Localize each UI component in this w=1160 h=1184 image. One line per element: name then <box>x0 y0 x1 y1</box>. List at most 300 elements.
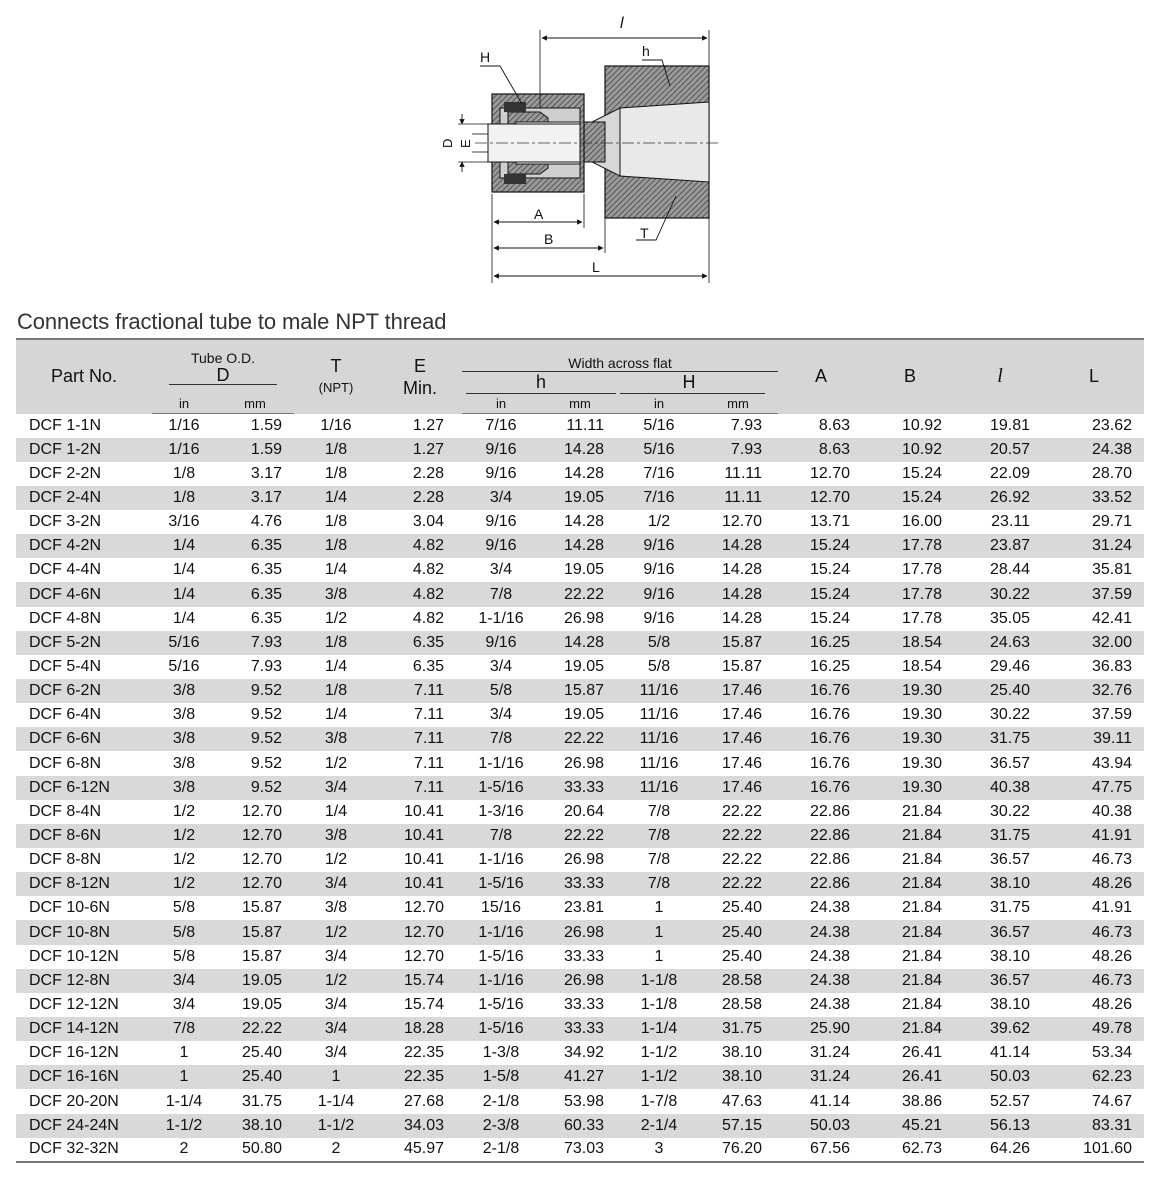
cell-H-in: 9/16 <box>620 534 698 558</box>
cell-h-in: 2-1/8 <box>482 1092 520 1110</box>
header-width-across-flat <box>462 339 778 372</box>
cell-e-min: 45.97 <box>378 1138 462 1162</box>
cell-tube-od-in: 1/2 <box>152 824 216 848</box>
cell-e-min: 22.35 <box>403 1044 444 1062</box>
cell-H-in: 11/16 <box>620 727 698 751</box>
table-row <box>16 824 1144 848</box>
cell-b: 17.78 <box>901 561 942 579</box>
table-row <box>16 993 1144 1017</box>
header-unit-mm: mm <box>698 394 778 414</box>
cell-b: 21.84 <box>864 824 956 848</box>
cell-t-npt: 2 <box>294 1138 378 1162</box>
cell-e-min: 12.70 <box>403 899 444 917</box>
cell-b: 15.24 <box>864 486 956 510</box>
cell-t-npt: 3/8 <box>294 824 378 848</box>
cell-b: 38.86 <box>901 1092 942 1110</box>
cell-a: 25.90 <box>778 1017 864 1041</box>
cell-tube-od-in: 1/16 <box>152 438 216 462</box>
cell-tube-od-mm: 19.05 <box>241 995 282 1013</box>
cell-tube-od-in: 1/16 <box>168 416 200 434</box>
table-row <box>16 1089 1144 1113</box>
cell-l-big: 48.26 <box>1091 947 1132 965</box>
cell-tube-od-mm: 9.52 <box>216 727 294 751</box>
cell-a: 16.76 <box>778 727 864 751</box>
cell-l-small: 29.46 <box>989 657 1030 675</box>
cell-H-in: 5/8 <box>647 657 671 675</box>
cell-H-mm: 57.15 <box>698 1114 778 1138</box>
cell-l-small: 35.05 <box>989 609 1030 627</box>
dimension-L <box>494 218 709 283</box>
cell-e-min: 12.70 <box>378 920 462 944</box>
cell-e-min: 4.82 <box>378 582 462 606</box>
table-row <box>16 655 1144 679</box>
cell-l-big: 46.73 <box>1044 920 1144 944</box>
cell-e-min: 2.28 <box>378 486 462 510</box>
cell-tube-od-mm: 22.22 <box>216 1017 294 1041</box>
cell-l-small: 22.09 <box>989 464 1030 482</box>
cell-h-mm: 19.05 <box>563 561 604 579</box>
cell-tube-od-mm: 12.70 <box>241 802 282 820</box>
cell-h-in: 1-5/16 <box>478 995 524 1013</box>
cell-t-npt: 1-1/2 <box>294 1114 378 1138</box>
cell-a: 8.63 <box>778 438 864 462</box>
cell-h-mm: 22.22 <box>540 824 620 848</box>
svg-text:h: h <box>642 43 650 59</box>
cell-l-small: 50.03 <box>956 1065 1044 1089</box>
table-row <box>16 1017 1144 1041</box>
cell-t-npt: 3/8 <box>294 727 378 751</box>
cell-h-mm: 19.05 <box>563 706 604 724</box>
cell-h-mm: 14.28 <box>540 631 620 655</box>
table-row <box>16 920 1144 944</box>
cell-part-no: DCF 8-4N <box>29 802 102 820</box>
cell-tube-od-in: 3/4 <box>172 995 196 1013</box>
header-e <box>378 339 462 414</box>
cell-e-min: 2.28 <box>412 464 444 482</box>
cell-e-min: 6.35 <box>378 631 462 655</box>
cell-H-mm: 14.28 <box>721 609 762 627</box>
cell-t-npt: 3/4 <box>294 1017 378 1041</box>
cell-part-no: DCF 1-1N <box>29 416 102 434</box>
header-a: A <box>778 339 864 414</box>
cell-l-small: 38.10 <box>956 872 1044 896</box>
cell-tube-od-in: 7/8 <box>152 1017 216 1041</box>
cell-a: 22.86 <box>809 851 850 869</box>
cell-t-npt: 1/8 <box>324 513 348 531</box>
cell-tube-od-mm: 9.52 <box>216 776 294 800</box>
table-header <box>16 339 1144 414</box>
header-b: B <box>864 339 956 414</box>
cell-l-small: 36.57 <box>989 754 1030 772</box>
cell-l-small: 30.22 <box>989 706 1030 724</box>
cell-e-min: 4.82 <box>412 609 444 627</box>
header-t-sub: (NPT) <box>318 379 354 395</box>
cell-t-npt: 1/2 <box>324 754 348 772</box>
cell-H-in: 1-1/4 <box>620 1017 698 1041</box>
cell-t-npt: 3/4 <box>324 995 348 1013</box>
svg-text:H: H <box>480 49 491 65</box>
cell-e-min: 15.74 <box>403 995 444 1013</box>
cell-l-small: 36.57 <box>989 851 1030 869</box>
cell-h-mm: 15.87 <box>540 679 620 703</box>
dimension-A <box>492 194 584 283</box>
cell-h-mm: 22.22 <box>540 727 620 751</box>
cell-h-mm: 23.81 <box>563 899 604 917</box>
cell-a: 24.38 <box>809 947 850 965</box>
cell-h-mm: 33.33 <box>540 1017 620 1041</box>
cell-tube-od-mm: 3.17 <box>250 464 282 482</box>
header-tube-od <box>152 339 294 394</box>
table-row <box>16 1065 1144 1089</box>
cell-b: 21.84 <box>864 872 956 896</box>
cell-tube-od-mm: 7.93 <box>216 631 294 655</box>
cell-h-mm: 14.28 <box>563 513 604 531</box>
cell-H-in: 1-1/8 <box>640 995 678 1013</box>
cell-e-min: 22.35 <box>378 1065 462 1089</box>
cell-H-in: 1 <box>620 920 698 944</box>
cell-h-in: 1-1/16 <box>478 754 524 772</box>
cell-H-mm: 38.10 <box>721 1044 762 1062</box>
cell-e-min: 7.11 <box>414 706 444 724</box>
cell-H-in: 9/16 <box>643 609 675 627</box>
table-row <box>16 510 1144 534</box>
table-row <box>16 1138 1144 1162</box>
cell-tube-od-mm: 6.35 <box>250 609 282 627</box>
cell-tube-od-mm: 15.87 <box>241 899 282 917</box>
table-row <box>16 607 1144 631</box>
cell-l-small: 25.40 <box>956 679 1044 703</box>
cell-t-npt: 1/8 <box>324 464 348 482</box>
cell-tube-od-mm: 6.35 <box>216 582 294 606</box>
cell-l-big: 101.60 <box>1044 1138 1144 1162</box>
cell-tube-od-in: 1-1/4 <box>165 1092 203 1110</box>
cell-H-in: 1 <box>654 947 664 965</box>
table-row <box>16 582 1144 606</box>
cell-h-mm: 33.33 <box>563 995 604 1013</box>
cell-t-npt: 1/2 <box>324 851 348 869</box>
cell-tube-od-in: 3/4 <box>152 969 216 993</box>
cell-b: 10.92 <box>864 438 956 462</box>
cell-t-npt: 1/8 <box>294 679 378 703</box>
cell-a: 15.24 <box>809 609 850 627</box>
cell-t-npt: 1/4 <box>324 561 348 579</box>
header-width-across-flat-label: Width across flat <box>462 355 778 372</box>
cell-tube-od-mm: 31.75 <box>241 1092 282 1110</box>
cell-part-no: DCF 8-6N <box>16 824 152 848</box>
header-unit-mm: mm <box>540 394 620 414</box>
svg-text:A: A <box>534 206 544 222</box>
cell-h-in: 9/16 <box>485 513 517 531</box>
cell-part-no: DCF 6-2N <box>16 679 152 703</box>
table-row <box>16 534 1144 558</box>
cell-H-mm: 14.28 <box>698 582 778 606</box>
cell-h-in: 1-5/8 <box>462 1065 540 1089</box>
cell-h-mm: 33.33 <box>563 947 604 965</box>
cell-H-in: 7/16 <box>643 464 675 482</box>
cell-tube-od-mm: 9.52 <box>250 754 282 772</box>
cell-tube-od-mm: 19.05 <box>216 969 294 993</box>
cell-b: 21.84 <box>864 1017 956 1041</box>
cell-l-big: 28.70 <box>1091 464 1132 482</box>
cell-H-mm: 22.22 <box>698 872 778 896</box>
cell-tube-od-in: 1/8 <box>152 486 216 510</box>
cell-l-small: 20.57 <box>956 438 1044 462</box>
cell-H-in: 1-1/2 <box>640 1044 678 1062</box>
cell-t-npt: 1/4 <box>324 802 348 820</box>
cell-part-no: DCF 24-24N <box>16 1114 152 1138</box>
cell-l-big: 46.73 <box>1044 969 1144 993</box>
header-e-sub: Min. <box>402 377 437 398</box>
cell-h-in: 3/4 <box>489 706 513 724</box>
cell-tube-od-in: 1 <box>152 1065 216 1089</box>
cell-tube-od-mm: 15.87 <box>216 920 294 944</box>
cell-tube-od-in: 5/8 <box>152 920 216 944</box>
cell-H-mm: 14.28 <box>698 534 778 558</box>
cell-H-in: 9/16 <box>643 561 675 579</box>
cell-part-no: DCF 10-12N <box>29 947 119 965</box>
cell-h-in: 3/4 <box>489 561 513 579</box>
cell-b: 21.84 <box>901 899 942 917</box>
cell-t-npt: 1/8 <box>294 534 378 558</box>
cell-H-in: 5/16 <box>620 438 698 462</box>
cell-a: 12.70 <box>778 486 864 510</box>
cell-l-big: 41.91 <box>1044 824 1144 848</box>
cell-b: 21.84 <box>864 920 956 944</box>
cell-H-mm: 22.22 <box>698 824 778 848</box>
svg-text:E: E <box>458 139 473 148</box>
cell-h-mm: 41.27 <box>540 1065 620 1089</box>
cell-tube-od-mm: 38.10 <box>216 1114 294 1138</box>
cell-h-mm: 60.33 <box>540 1114 620 1138</box>
cell-tube-od-mm: 25.40 <box>241 1044 282 1062</box>
cell-b: 17.78 <box>901 609 942 627</box>
cell-l-big: 36.83 <box>1091 657 1132 675</box>
cell-part-no: DCF 16-12N <box>29 1044 119 1062</box>
cell-part-no: DCF 5-2N <box>16 631 152 655</box>
cell-H-mm: 17.46 <box>698 679 778 703</box>
cell-h-mm: 34.92 <box>563 1044 604 1062</box>
cell-b: 17.78 <box>864 534 956 558</box>
cell-b: 19.30 <box>901 754 942 772</box>
cell-H-in: 1-7/8 <box>640 1092 678 1110</box>
cell-H-mm: 25.40 <box>721 947 762 965</box>
cell-l-small: 39.62 <box>956 1017 1044 1041</box>
cell-l-small: 41.14 <box>989 1044 1030 1062</box>
cell-e-min: 34.03 <box>378 1114 462 1138</box>
cell-H-in: 7/8 <box>647 851 671 869</box>
cell-h-in: 3/4 <box>489 657 513 675</box>
cell-e-min: 10.41 <box>403 851 444 869</box>
cell-l-small: 36.57 <box>956 969 1044 993</box>
cell-l-big: 33.52 <box>1044 486 1144 510</box>
cell-tube-od-in: 1/4 <box>172 609 196 627</box>
cell-tube-od-in: 3/8 <box>152 727 216 751</box>
table-row <box>16 486 1144 510</box>
table-row <box>16 462 1144 486</box>
cell-part-no: DCF 14-12N <box>16 1017 152 1041</box>
cell-H-mm: 17.46 <box>698 776 778 800</box>
cell-t-npt: 1/2 <box>294 920 378 944</box>
cell-e-min: 10.41 <box>378 872 462 896</box>
cell-h-in: 15/16 <box>480 899 522 917</box>
cell-H-mm: 22.22 <box>721 802 762 820</box>
cell-l-small: 40.38 <box>956 776 1044 800</box>
cell-h-mm: 14.28 <box>540 438 620 462</box>
cell-l-small: 23.11 <box>991 513 1030 531</box>
cell-h-in: 1-1/16 <box>462 969 540 993</box>
cell-part-no: DCF 1-2N <box>16 438 152 462</box>
cell-b: 26.41 <box>864 1065 956 1089</box>
cell-e-min: 18.28 <box>378 1017 462 1041</box>
cell-part-no: DCF 32-32N <box>16 1138 152 1162</box>
cell-a: 16.25 <box>778 631 864 655</box>
cell-part-no: DCF 4-4N <box>29 561 102 579</box>
cell-tube-od-in: 5/16 <box>152 631 216 655</box>
cell-tube-od-mm: 6.35 <box>250 561 282 579</box>
cell-l-big: 37.59 <box>1044 582 1144 606</box>
cell-part-no: DCF 20-20N <box>29 1092 119 1110</box>
cell-b: 19.30 <box>864 727 956 751</box>
cell-h-mm: 26.98 <box>563 851 604 869</box>
cell-tube-od-in: 1/4 <box>152 582 216 606</box>
cell-b: 62.73 <box>864 1138 956 1162</box>
cell-h-in: 3/4 <box>462 486 540 510</box>
cell-t-npt: 3/4 <box>324 947 348 965</box>
cell-H-mm: 28.58 <box>698 969 778 993</box>
cell-tube-od-in: 5/16 <box>168 657 200 675</box>
cell-tube-od-mm: 12.70 <box>241 851 282 869</box>
cell-l-small: 31.75 <box>956 824 1044 848</box>
table-row <box>16 776 1144 800</box>
header-unit-in: in <box>462 394 540 414</box>
svg-text:B: B <box>544 231 554 247</box>
cell-h-mm: 19.05 <box>540 486 620 510</box>
cell-e-min: 10.41 <box>378 824 462 848</box>
dimension-B <box>494 218 605 253</box>
cell-H-in: 5/8 <box>620 631 698 655</box>
cell-e-min: 4.82 <box>378 534 462 558</box>
table-row <box>16 703 1144 727</box>
header-unit-in: in <box>620 394 698 414</box>
cell-e-min: 4.82 <box>412 561 444 579</box>
cell-a: 16.76 <box>809 706 850 724</box>
cell-H-in: 11/16 <box>639 706 679 724</box>
cell-H-mm: 17.46 <box>721 706 762 724</box>
cell-part-no: DCF 12-8N <box>16 969 152 993</box>
table-row <box>16 800 1144 824</box>
cell-e-min: 6.35 <box>412 657 444 675</box>
table-row <box>16 558 1144 582</box>
cell-h-in: 9/16 <box>462 631 540 655</box>
cell-l-big: 23.62 <box>1091 416 1132 434</box>
table-caption: Connects fractional tube to male NPT thread <box>17 309 447 334</box>
cell-t-npt: 1/4 <box>324 657 348 675</box>
cell-a: 24.38 <box>809 899 850 917</box>
cell-H-mm: 22.22 <box>721 851 762 869</box>
cell-h-mm: 22.22 <box>540 582 620 606</box>
cell-h-in: 9/16 <box>485 464 517 482</box>
cell-l-big: 29.71 <box>1091 513 1132 531</box>
cell-e-min: 7.11 <box>378 727 462 751</box>
cell-t-npt: 1-1/4 <box>317 1092 355 1110</box>
cell-h-in: 7/8 <box>462 824 540 848</box>
cell-a: 16.25 <box>809 657 850 675</box>
cell-a: 8.63 <box>818 416 850 434</box>
cell-part-no: DCF 3-2N <box>29 513 102 531</box>
cell-l-big: 35.81 <box>1091 561 1132 579</box>
cell-a: 24.38 <box>778 969 864 993</box>
cell-h-mm: 33.33 <box>540 872 620 896</box>
cell-H-in: 1-1/2 <box>620 1065 698 1089</box>
cell-tube-od-mm: 9.52 <box>250 706 282 724</box>
cell-part-no: DCF 2-2N <box>29 464 102 482</box>
cell-H-mm: 47.63 <box>721 1092 762 1110</box>
cell-l-big: 41.91 <box>1091 899 1132 917</box>
cell-h-in: 1-5/16 <box>462 1017 540 1041</box>
cell-H-mm: 28.58 <box>721 995 762 1013</box>
svg-text:T: T <box>640 225 649 241</box>
cell-t-npt: 3/8 <box>294 582 378 606</box>
cell-h-in: 1-5/16 <box>462 776 540 800</box>
cell-e-min: 7.11 <box>378 679 462 703</box>
cell-e-min: 10.41 <box>403 802 444 820</box>
cell-t-npt: 3/8 <box>324 899 348 917</box>
cell-h-mm: 53.98 <box>563 1092 604 1110</box>
cell-tube-od-in: 3/8 <box>152 679 216 703</box>
header-h-big-label: H <box>620 372 765 394</box>
cell-H-in: 11/16 <box>639 754 679 772</box>
cell-l-small: 26.92 <box>956 486 1044 510</box>
cell-h-in: 1-1/16 <box>462 920 540 944</box>
cell-h-mm: 11.11 <box>566 416 604 434</box>
cell-l-small: 56.13 <box>956 1114 1044 1138</box>
cell-part-no: DCF 6-6N <box>16 727 152 751</box>
cell-tube-od-in: 5/8 <box>172 947 196 965</box>
cell-h-in: 1-1/16 <box>478 851 524 869</box>
svg-text:D: D <box>440 138 455 148</box>
cell-tube-od-in: 1/4 <box>172 561 196 579</box>
cell-l-big: 83.31 <box>1044 1114 1144 1138</box>
cell-H-mm: 11.11 <box>724 464 762 482</box>
cell-part-no: DCF 4-2N <box>16 534 152 558</box>
cell-b: 26.41 <box>901 1044 942 1062</box>
cell-tube-od-mm: 25.40 <box>216 1065 294 1089</box>
cell-h-mm: 14.28 <box>540 534 620 558</box>
fitting-body <box>575 66 709 218</box>
header-t <box>294 339 378 414</box>
cell-h-mm: 26.98 <box>563 754 604 772</box>
cell-l-big: 46.73 <box>1091 851 1132 869</box>
cell-e-min: 27.68 <box>403 1092 444 1110</box>
cell-H-in: 11/16 <box>620 776 698 800</box>
dimensions-table <box>16 338 1144 1163</box>
cell-tube-od-mm: 12.70 <box>216 824 294 848</box>
cell-tube-od-in: 3/16 <box>168 513 200 531</box>
cell-a: 31.24 <box>809 1044 850 1062</box>
cell-l-small: 38.10 <box>989 947 1030 965</box>
cell-H-in: 9/16 <box>620 582 698 606</box>
header-unit-mm: mm <box>216 394 294 414</box>
cell-h-mm: 19.05 <box>563 657 604 675</box>
cell-tube-od-mm: 9.52 <box>216 679 294 703</box>
table-row <box>16 751 1144 775</box>
header-h-small <box>462 372 620 394</box>
cell-b: 18.54 <box>901 657 942 675</box>
table-row <box>16 1114 1144 1138</box>
table-row <box>16 945 1144 969</box>
cell-tube-od-mm: 50.80 <box>216 1138 294 1162</box>
table-row <box>16 896 1144 920</box>
